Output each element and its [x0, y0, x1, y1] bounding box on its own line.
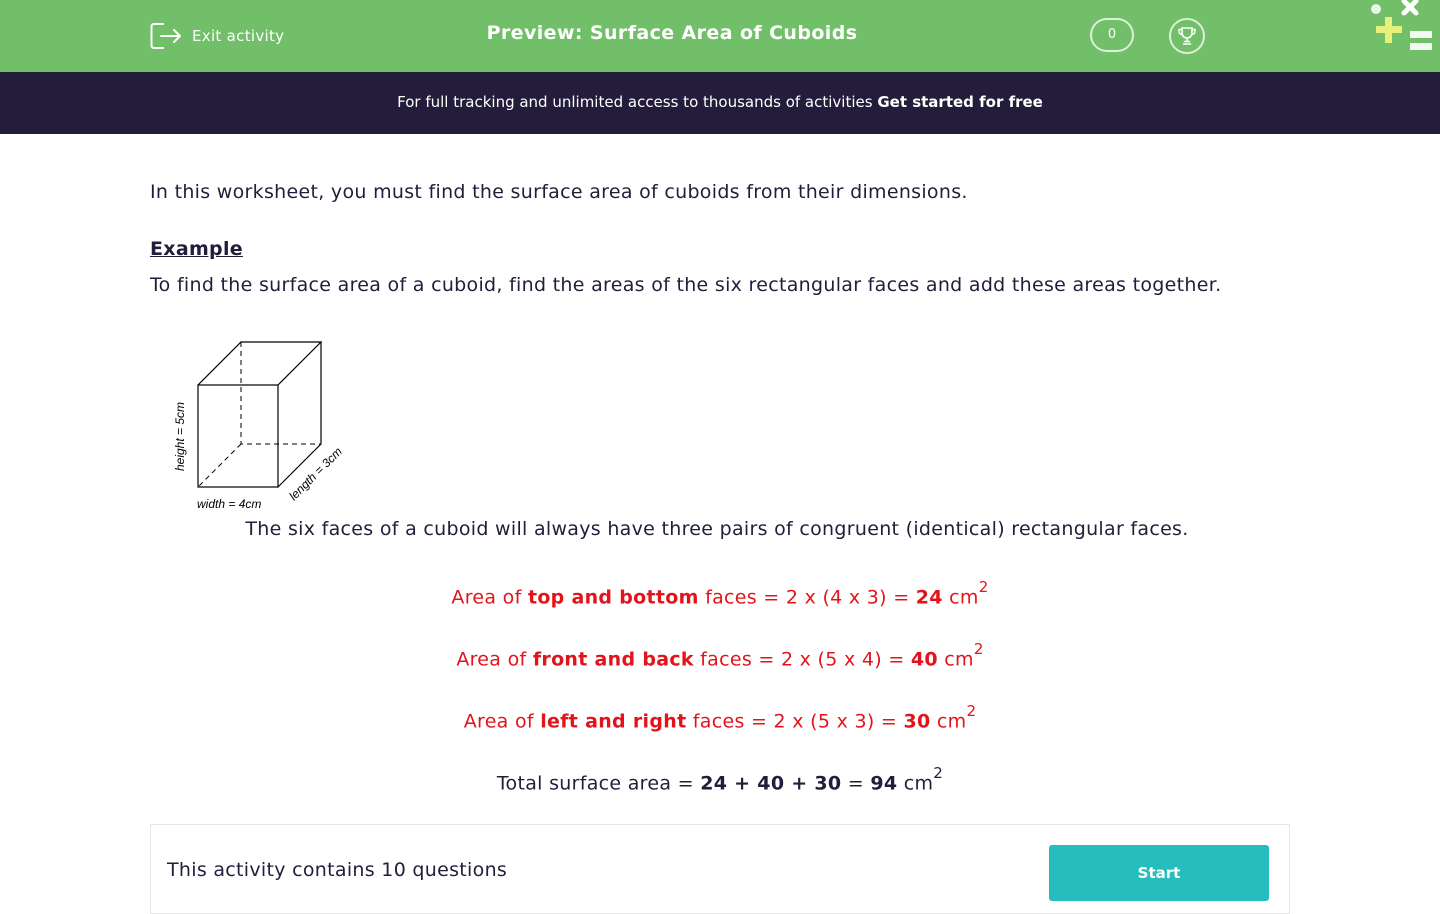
calc-left-right: Area of left and right faces = 2 x (5 x 3) = 30 $cm^2$ [463, 702, 977, 733]
start-button[interactable]: Start [1049, 845, 1269, 901]
top-bar [0, 0, 1440, 72]
get-started-link[interactable]: Get started for free [877, 93, 1043, 111]
height-label: height = 5cm [173, 401, 187, 471]
brand-logo [1366, 0, 1440, 56]
question-count: This activity contains 10 questions [167, 859, 508, 881]
worksheet-content [150, 176, 1290, 296]
calc-front-back: Area of front and back faces = 2 x (5 x 4) = 40 $cm^2$ [456, 640, 984, 671]
trophy-icon [1176, 25, 1198, 47]
cuboid-diagram [168, 334, 368, 514]
intro-text: In this worksheet, you must find the surface area of cuboids from their dimensions. [150, 181, 968, 203]
faces-note: The six faces of a cuboid will always have three pairs of congruent (identical) rectangular faces. [245, 518, 1189, 540]
trophy-button[interactable] [1169, 18, 1205, 54]
example-text: To find the surface area of a cuboid, find the areas of the six rectangular faces and add these areas together. [150, 274, 1222, 296]
example-heading: Example [150, 238, 243, 260]
length-label: length = 3cm [286, 444, 345, 504]
promo-banner [0, 72, 1440, 134]
activity-panel [150, 824, 1290, 914]
calc-top-bottom: Area of top and bottom faces = 2 x (4 x 3) = 24 $cm^2$ [451, 578, 989, 609]
page-title: Preview: Surface Area of Cuboids [486, 22, 858, 44]
calc-total: Total surface area = 24 + 40 + 30 = 94 $cm^2$ [496, 764, 944, 795]
score-counter: 0 [1090, 18, 1134, 52]
exit-activity-label: Exit activity [192, 27, 285, 45]
width-label: width = 4cm [197, 497, 262, 511]
promo-text: For full tracking and unlimited access to thousands of activities [397, 93, 878, 111]
